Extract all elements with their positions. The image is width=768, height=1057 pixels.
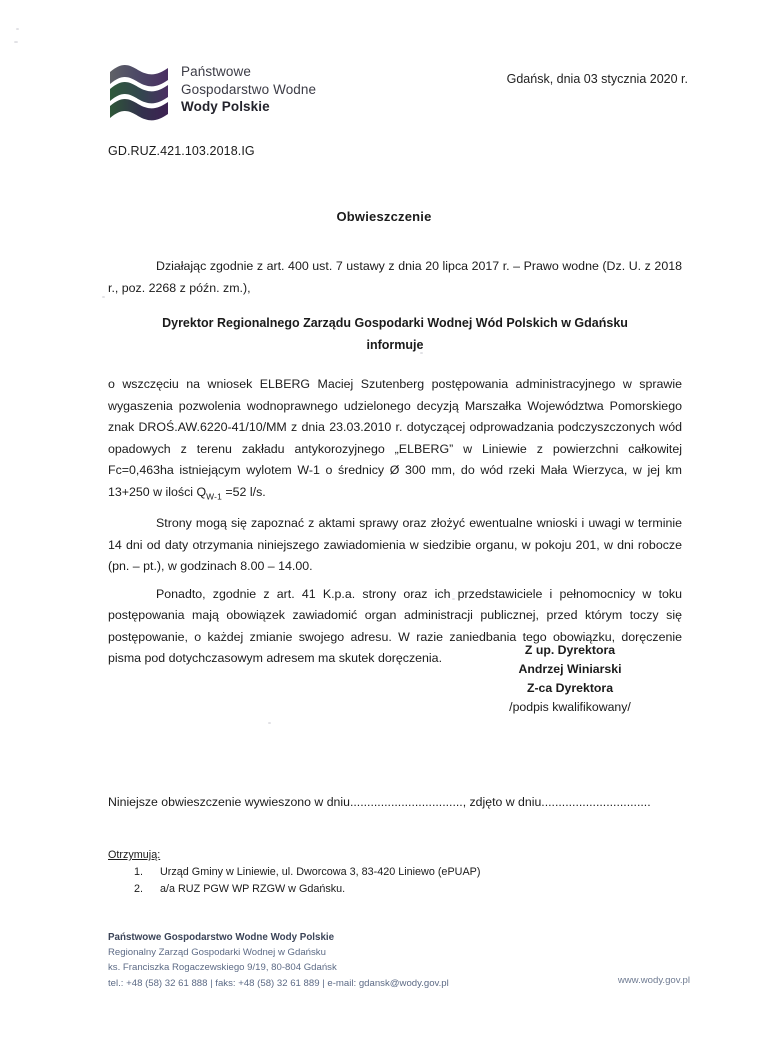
recipients-heading: Otrzymują: [108, 849, 161, 861]
document-footer [108, 930, 688, 991]
list-item: 1. Urząd Gminy w Liniewie, ul. Dworcowa 3, 83-420 Liniewo (ePUAP) [146, 864, 666, 881]
scan-speck [14, 41, 18, 43]
signature-block [440, 641, 700, 698]
paragraph-address-duty: Ponadto, zgodnie z art. 41 K.p.a. strony oraz ich przedstawiciele i pełnomocnicy w toku postępowania mają obowiązek zawiadomić organ administracji publicznej, przed którym toczy się postępowanie, o każdej zmianie swojego adresu. W razie zaniedbania tego obowiązku, doręczenie pisma pod dotychczasowym adresem ma skutek doręczenia. [108, 586, 682, 666]
reference-number: GD.RUZ.421.103.2018.IG [108, 144, 255, 158]
scan-speck [268, 722, 271, 724]
paragraph-1-text-a: o wszczęciu na wniosek ELBERG Maciej Szutenberg postępowania administracyjnego w sprawie wygaszenia pozwolenia wodnoprawnego udzielonego decyzją Marszałka Województwa Pomorskiego znak DROŚ.AW.6220-41/10/MM z dnia 23.03.2010 r. dotyczącej odprowadzania podczyszczonych wód opadowych z terenu zakładu antykorozyjnego „ELBERG” w Liniewie z powierzchni całkowitej Fc=0,463ha istniejącym wylotem W-1 o średnicy Ø 300 mm, do wód rzeki Mała Wierzyca, w jej km 13+250 w ilości Q [108, 377, 682, 499]
scan-speck [16, 28, 19, 30]
signature-line-1: Z up. Dyrektora [524, 643, 616, 657]
wody-polskie-wave-logo-icon [108, 60, 170, 128]
document-title: Obwieszczenie [336, 209, 432, 224]
q-subscript: W-1 [206, 490, 222, 501]
organization-name [181, 60, 316, 116]
intro-paragraph: Działając zgodnie z art. 400 ust. 7 ustawy z dnia 20 lipca 2017 r. – Prawo wodne (Dz. U. z 2018 r., poz. 2268 z późn. zm.), [108, 259, 682, 295]
qualified-signature-note: /podpis kwalifikowany/ [509, 700, 631, 714]
footer-organization: Państwowe Gospodarstwo Wodne Wody Polskie [108, 932, 335, 943]
footer-website-link[interactable]: www.wody.gov.pl [617, 975, 690, 986]
logo-line-2: Gospodarstwo Wodne [181, 81, 317, 97]
organization-logo [108, 60, 316, 128]
authority-statement [108, 313, 682, 356]
authority-line-2: informuje [366, 337, 424, 352]
date-place-line: Gdańsk, dnia 03 stycznia 2020 r. [506, 72, 688, 86]
footer-department: Regionalny Zarząd Gospodarki Wodnej w Gdańsku [108, 947, 326, 959]
signature-position: Z-ca Dyrektora [526, 681, 614, 695]
recipients-list [108, 864, 666, 898]
footer-contact: tel.: +48 (58) 32 61 888 | faks: +48 (58) 32 61 889 | e-mail: gdansk@wody.gov.pl [108, 977, 449, 989]
logo-line-1: Państwowe [181, 64, 251, 79]
paragraph-inspection-rights: Strony mogą się zapoznać z aktami sprawy oraz złożyć ewentualne wnioski i uwagi w terminie 14 dni od daty otrzymania niniejszego zawiadomienia w siedzibie organu, w pokoju 201, w dni robocze (pn. – pt.), w godzinach 8.00 – 14.00. [108, 516, 682, 574]
paragraph-1-text-b: =52 l/s. [221, 484, 266, 499]
paragraph-subject-matter [108, 374, 682, 507]
document-body [108, 256, 682, 676]
scan-speck [102, 296, 105, 298]
document-header [0, 60, 768, 150]
logo-line-3: Wody Polskie [181, 99, 270, 114]
signature-name: Andrzej Winiarski [518, 662, 622, 676]
authority-line-1: Dyrektor Regionalnego Zarządu Gospodarki Wodnej Wód Polskich w Gdańsku [162, 316, 628, 330]
posting-dates-line: Niniejsze obwieszczenie wywieszono w dniu................................., zdjęto w dniu................................ [108, 795, 651, 809]
footer-address: ks. Franciszka Rogaczewskiego 9/19, 80-804 Gdańsk [108, 962, 337, 974]
list-item: 2. a/a RUZ PGW WP RZGW w Gdańsku. [146, 881, 666, 898]
